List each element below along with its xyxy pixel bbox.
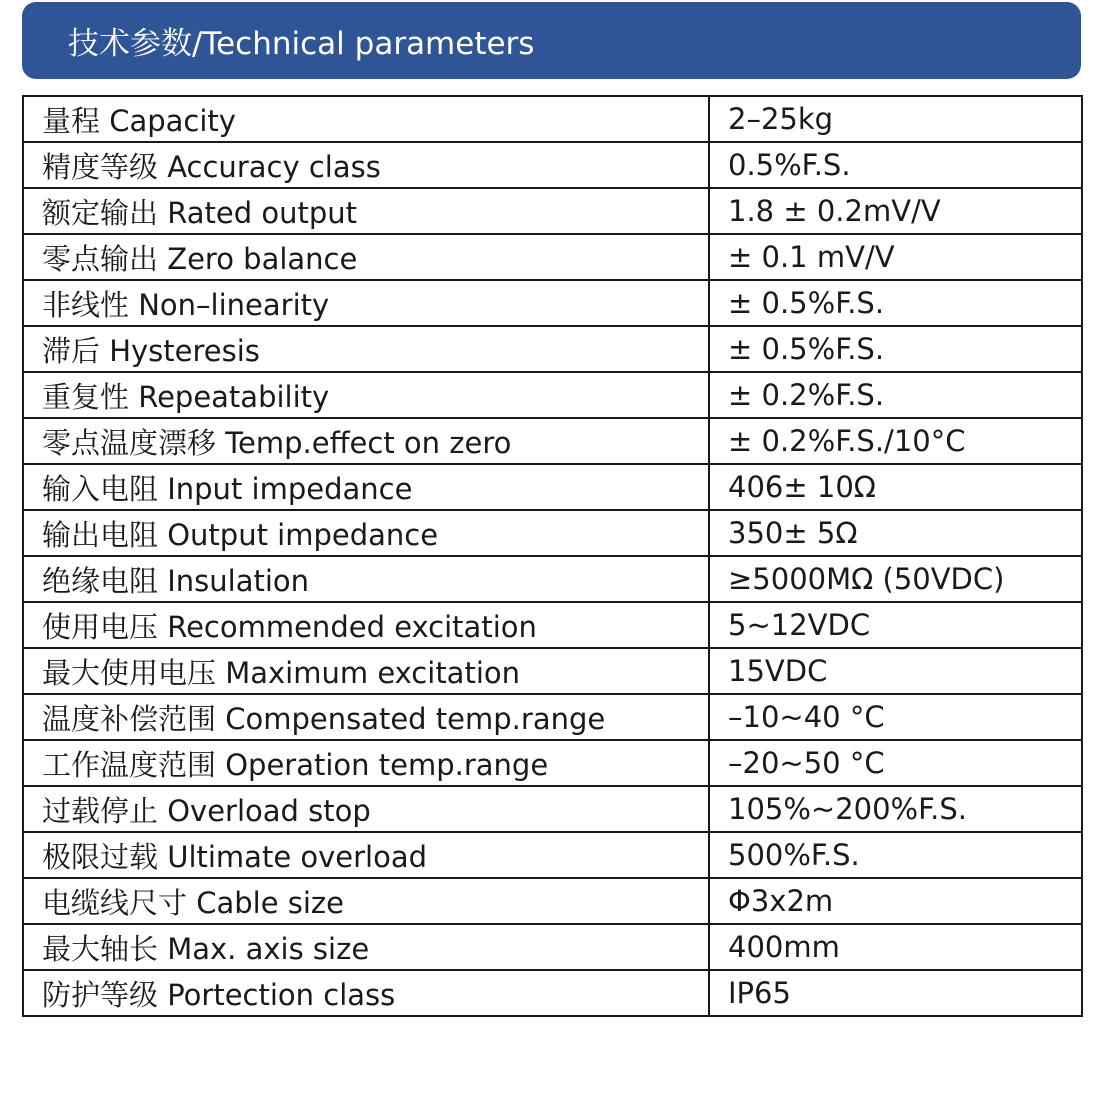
parameter-value: 400mm — [709, 924, 1082, 970]
parameter-name: 量程 Capacity — [23, 96, 709, 142]
parameter-name: 零点输出 Zero balance — [23, 234, 709, 280]
parameter-name: 输出电阻 Output impedance — [23, 510, 709, 556]
parameter-name: 额定输出 Rated output — [23, 188, 709, 234]
table-row — [23, 970, 1082, 1016]
parameter-name: 防护等级 Portection class — [23, 970, 709, 1016]
parameter-name: 极限过载 Ultimate overload — [23, 832, 709, 878]
table-row — [23, 694, 1082, 740]
table-row — [23, 234, 1082, 280]
parameter-value: 350± 5Ω — [709, 510, 1082, 556]
parameter-name: 绝缘电阻 Insulation — [23, 556, 709, 602]
parameter-value: ± 0.5%F.S. — [709, 280, 1082, 326]
parameter-name: 最大轴长 Max. axis size — [23, 924, 709, 970]
table-row — [23, 188, 1082, 234]
parameter-value: 15VDC — [709, 648, 1082, 694]
table-row — [23, 556, 1082, 602]
table-row — [23, 510, 1082, 556]
parameter-name: 重复性 Repeatability — [23, 372, 709, 418]
parameter-name: 精度等级 Accuracy class — [23, 142, 709, 188]
table-row — [23, 326, 1082, 372]
table-row — [23, 740, 1082, 786]
table-row — [23, 878, 1082, 924]
parameters-table — [22, 95, 1083, 1017]
parameter-name: 过载停止 Overload stop — [23, 786, 709, 832]
parameter-name: 电缆线尺寸 Cable size — [23, 878, 709, 924]
parameters-table-body — [23, 96, 1082, 1016]
table-row — [23, 648, 1082, 694]
parameter-value: –20~50 °C — [709, 740, 1082, 786]
parameter-value: –10~40 °C — [709, 694, 1082, 740]
parameter-value: 2–25kg — [709, 96, 1082, 142]
parameter-value: Φ3x2m — [709, 878, 1082, 924]
parameter-name: 最大使用电压 Maximum excitation — [23, 648, 709, 694]
parameter-name: 滞后 Hysteresis — [23, 326, 709, 372]
parameter-name: 输入电阻 Input impedance — [23, 464, 709, 510]
parameter-value: ± 0.5%F.S. — [709, 326, 1082, 372]
table-row — [23, 418, 1082, 464]
table-row — [23, 142, 1082, 188]
table-row — [23, 464, 1082, 510]
parameter-value: 406± 10Ω — [709, 464, 1082, 510]
section-header — [22, 2, 1081, 79]
table-row — [23, 280, 1082, 326]
parameter-value: ≥5000MΩ (50VDC) — [709, 556, 1082, 602]
parameter-name: 零点温度漂移 Temp.effect on zero — [23, 418, 709, 464]
parameter-value: 5~12VDC — [709, 602, 1082, 648]
parameter-name: 温度补偿范围 Compensated temp.range — [23, 694, 709, 740]
table-row — [23, 96, 1082, 142]
parameter-value: 1.8 ± 0.2mV/V — [709, 188, 1082, 234]
parameter-value: ± 0.2%F.S. — [709, 372, 1082, 418]
parameter-value: ± 0.1 mV/V — [709, 234, 1082, 280]
parameter-name: 使用电压 Recommended excitation — [23, 602, 709, 648]
parameter-value: 0.5%F.S. — [709, 142, 1082, 188]
parameter-name: 工作温度范围 Operation temp.range — [23, 740, 709, 786]
parameter-value: 500%F.S. — [709, 832, 1082, 878]
parameter-value: ± 0.2%F.S./10°C — [709, 418, 1082, 464]
table-row — [23, 786, 1082, 832]
parameter-value: IP65 — [709, 970, 1082, 1016]
parameter-name: 非线性 Non–linearity — [23, 280, 709, 326]
table-row — [23, 602, 1082, 648]
table-row — [23, 832, 1082, 878]
table-row — [23, 924, 1082, 970]
section-title: 技术参数/Technical parameters — [68, 26, 535, 62]
table-row — [23, 372, 1082, 418]
parameter-value: 105%~200%F.S. — [709, 786, 1082, 832]
